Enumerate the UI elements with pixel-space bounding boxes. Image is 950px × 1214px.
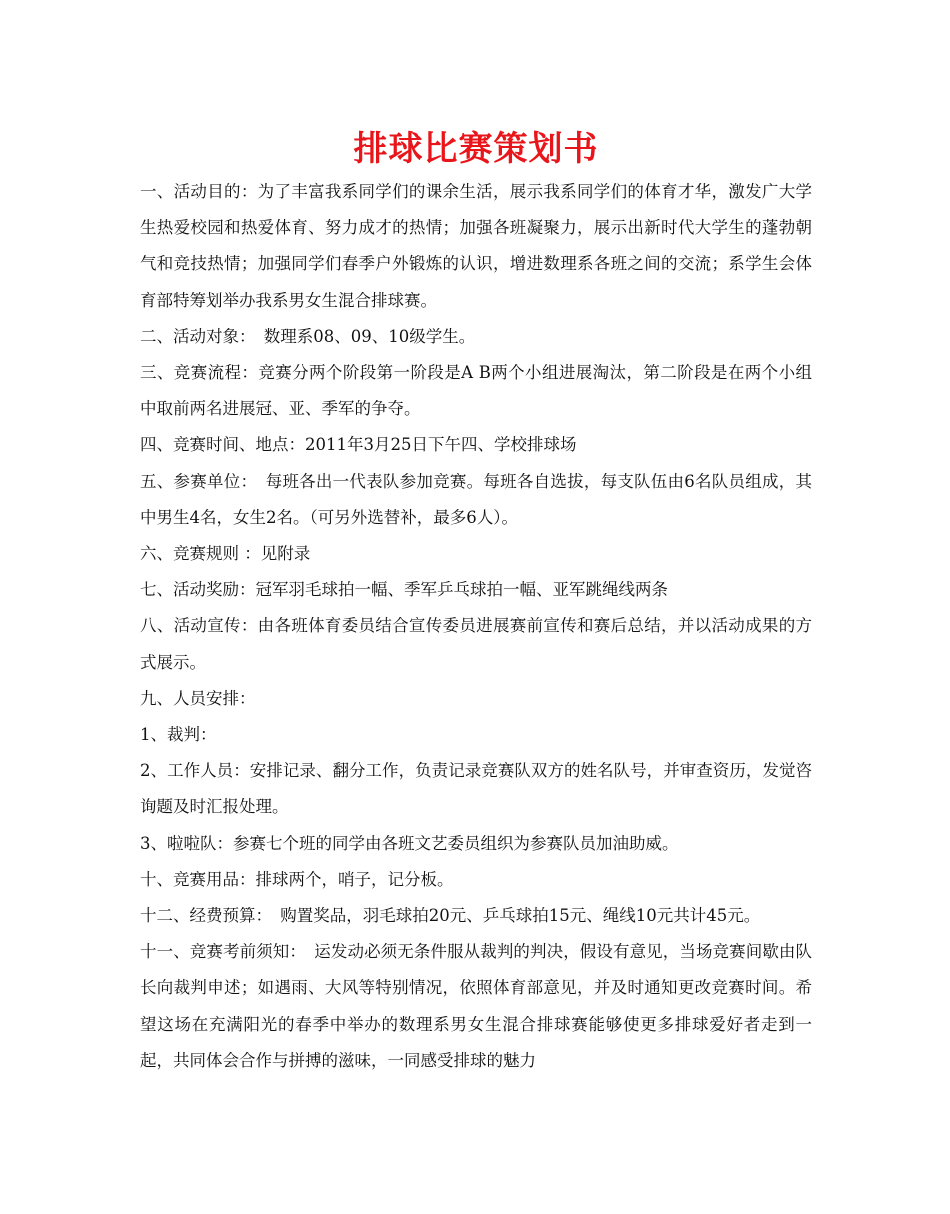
paragraph-equipment: 十、竞赛用品：排球两个，哨子，记分板。: [140, 869, 454, 889]
paragraph-publicity: 八、活动宣传：由各班体育委员结合宣传委员进展赛前宣传和赛后总结，并以活动成果的方式展示。: [140, 616, 812, 672]
paragraph-awards: 七、活动奖励：冠军羽毛球拍一幅、季军乒乓球拍一幅、亚军跳绳线两条: [140, 580, 668, 600]
page-title: 排球比赛策划书: [353, 129, 599, 169]
paragraph-participating-units: 五、参赛单位： 每班各出一代表队参加竞赛。每班各自选拔，每支队伍由6名队员组成，其中男生4名，女生2名。（可另外选替补，最多6人）。: [140, 471, 812, 527]
paragraph-budget: 十二、经费预算： 购置奖品，羽毛球拍20元、乒乓球拍15元、绳线10元共计45元。: [140, 906, 761, 926]
paragraph-cheerleaders: 3、啦啦队：参赛七个班的同学由各班文艺委员组织为参赛队员加油助威。: [140, 833, 679, 853]
paragraph-rules: 六、竞赛规则 ：见附录: [140, 544, 311, 564]
paragraph-staff: 2、工作人员：安排记录、翻分工作，负责记录竞赛队双方的姓名队号，并审查资历，发觉咨询题及时汇报处理。: [140, 761, 812, 817]
paragraph-time-location: 四、竞赛时间、地点：2011年3月25日下午四、学校排球场: [140, 435, 577, 455]
document-body: [140, 174, 812, 1079]
paragraph-referee: 1、裁判：: [140, 725, 217, 745]
paragraph-activity-purpose: 一、活动目的：为了丰富我系同学们的课余生活，展示我系同学们的体育才华，激发广大学生热爱校园和热爱体育、努力成才的热情；加强各班凝聚力，展示出新时代大学生的蓬勃朝气和竞技热情；加强同学们春季户外锻炼的认识，增进数理系各班之间的交流；系学生会体育部特筹划举办我系男女生混合排球赛。: [140, 182, 812, 310]
paragraph-competition-process: 三、竞赛流程：竞赛分两个阶段第一阶段是A B两个小组进展淘汰，第二阶段是在两个小组中取前两名进展冠、亚、季军的争夺。: [140, 363, 812, 419]
paragraph-notes: 十一、竞赛考前须知： 运发动必须无条件服从裁判的判决，假设有意见，当场竞赛间歇由队长向裁判申述；如遇雨、大风等特别情况，依照体育部意见，并及时通知更改竞赛时间。希望这场在充满阳光的春季中举办的数理系男女生混合排球赛能够使更多排球爱好者走到一起，共同体会合作与拼搏的滋味，一同感受排球的魅力: [140, 942, 812, 1070]
paragraph-staffing: 九、人员安排：: [140, 688, 256, 708]
paragraph-participants: 二、活动对象： 数理系08、09、10级学生。: [140, 326, 476, 346]
